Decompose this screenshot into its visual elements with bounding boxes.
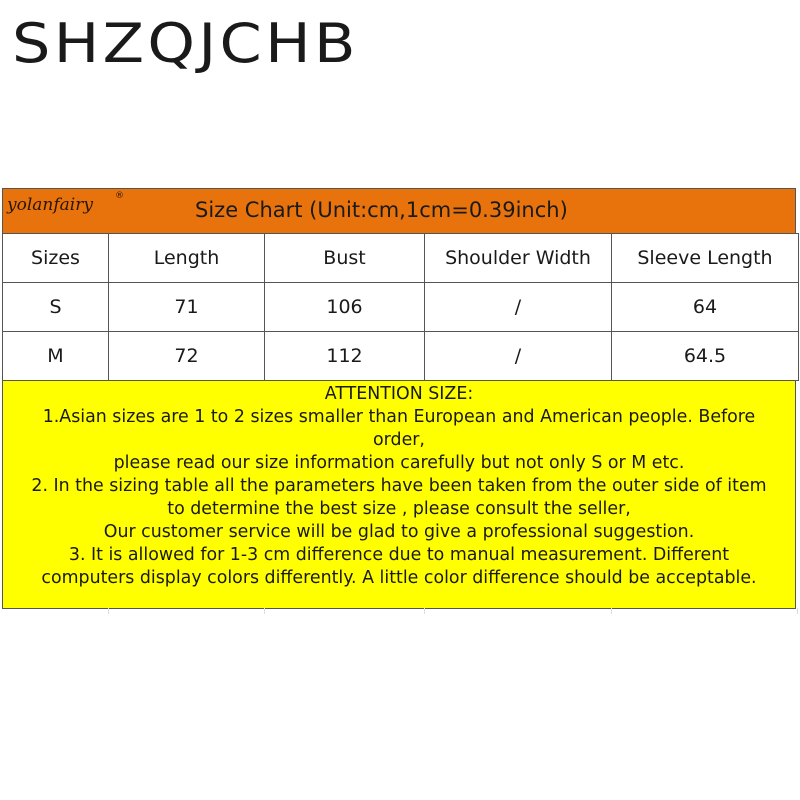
size-chart <box>2 188 796 609</box>
table-cell: 72 <box>109 332 265 381</box>
header-cell-bust: Bust <box>265 234 425 283</box>
registered-mark-icon: ® <box>115 191 124 201</box>
attention-line: 1.Asian sizes are 1 to 2 sizes smaller than European and American people. Before <box>42 407 756 427</box>
table-cell: 112 <box>265 332 425 381</box>
table-cell: 71 <box>109 283 265 332</box>
attention-line: ATTENTION SIZE: <box>324 384 474 404</box>
table-cell: 64 <box>612 283 799 332</box>
table-cell: 106 <box>265 283 425 332</box>
header-cell-length: Length <box>109 234 265 283</box>
header-cell-shoulder-width: Shoulder Width <box>425 234 612 283</box>
table-header-row <box>3 234 799 283</box>
attention-line: to determine the best size , please consult the seller, <box>167 499 631 519</box>
table-cell: / <box>425 283 612 332</box>
attention-line: 3. It is allowed for 1-3 cm difference due to manual measurement. Different <box>68 545 730 565</box>
brand-logo: yolanfairy <box>7 195 93 215</box>
table-cell: M <box>3 332 109 381</box>
size-chart-title: Size Chart (Unit:cm,1cm=0.39inch) <box>195 198 568 222</box>
header-cell-sleeve-length: Sleeve Length <box>612 234 799 283</box>
attention-line: Our customer service will be glad to give a professional suggestion. <box>103 522 695 542</box>
table-cell: 64.5 <box>612 332 799 381</box>
table-row <box>3 283 799 332</box>
brand-title: SHZQJCHB <box>12 12 359 75</box>
size-chart-header <box>2 188 796 233</box>
divider <box>2 608 798 614</box>
table-cell: / <box>425 332 612 381</box>
attention-line: please read our size information carefully but not only S or M etc. <box>113 453 685 473</box>
table-row <box>3 332 799 381</box>
size-table <box>2 233 799 381</box>
attention-line: order, <box>373 430 425 450</box>
attention-line: computers display colors differently. A little color difference should be acceptable. <box>41 568 757 588</box>
table-cell: S <box>3 283 109 332</box>
attention-notice <box>2 381 796 609</box>
attention-line: 2. In the sizing table all the parameters have been taken from the outer side of item <box>31 476 767 496</box>
header-cell-sizes: Sizes <box>3 234 109 283</box>
